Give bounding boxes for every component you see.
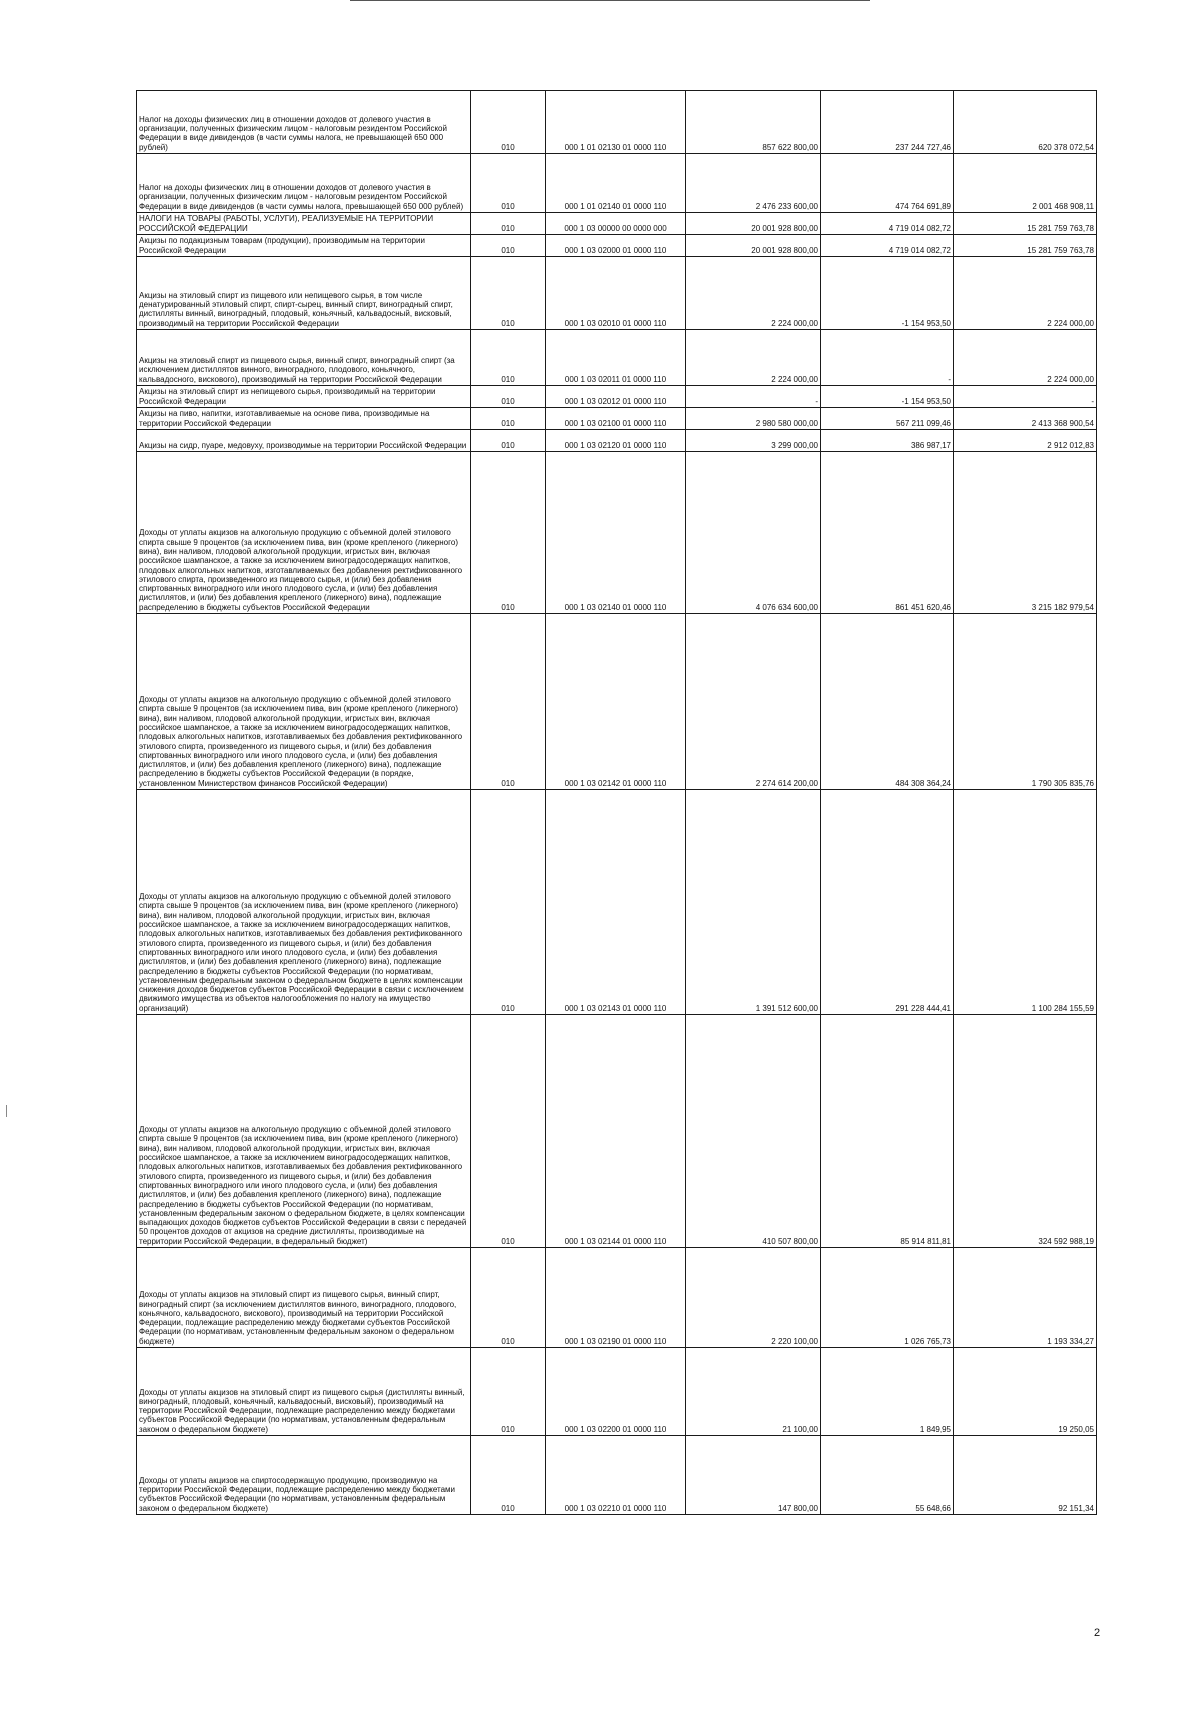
line-code: 010: [471, 1015, 546, 1248]
table-row: [137, 1348, 1097, 1436]
executed-amount: 484 308 364,24: [821, 614, 954, 790]
line-code: 010: [471, 452, 546, 614]
budget-classification-code: 000 1 03 02000 01 0000 110: [546, 235, 686, 257]
budget-classification-code: 000 1 03 02120 01 0000 110: [546, 430, 686, 452]
budget-classification-code: 000 1 03 02144 01 0000 110: [546, 1015, 686, 1248]
table-row: [137, 408, 1097, 430]
approved-amount: 1 391 512 600,00: [686, 790, 821, 1015]
income-name: Доходы от уплаты акцизов на спиртосодержащую продукцию, производимую на территории Российской Федерации, подлежащие распределению между бюджетами субъектов Российской Федерации (по нормативам, установленным федеральным законом о федеральном бюджете): [137, 1436, 471, 1515]
income-name: Акцизы по подакцизным товарам (продукции), производимым на территории Российской Федерации: [137, 235, 471, 257]
budget-classification-code: 000 1 03 02143 01 0000 110: [546, 790, 686, 1015]
income-name: Акцизы на этиловый спирт из пищевого сырья, винный спирт, виноградный спирт (за исключением дистиллятов винного, виноградного, плодового, коньячного, кальвадосного, вискового), производимый на территории Российской Федерации: [137, 330, 471, 386]
table-row: [137, 257, 1097, 330]
unexecuted-amount: 324 592 988,19: [954, 1015, 1097, 1248]
income-name: Налог на доходы физических лиц в отношении доходов от долевого участия в организации, полученных физическим лицом - налоговым резидентом Российской Федерации в виде дивидендов (в части суммы налога, превышающей 650 000 рублей): [137, 154, 471, 213]
approved-amount: 147 800,00: [686, 1436, 821, 1515]
table-row: [137, 790, 1097, 1015]
approved-amount: 2 220 100,00: [686, 1248, 821, 1348]
income-name: Доходы от уплаты акцизов на алкогольную продукцию с объемной долей этилового спирта свыше 9 процентов (за исключением пива, вин (кроме крепленого (ликерного) вина), вин наливом, плодовой алкогольной продукции, игристых вин, включая российское шампанское, а также за исключением виноградосодержащих напитков, плодовых алкогольных напитков, изготавливаемых без добавления ректификованного этилового спирта, произведенного из пищевого сырья, и (или) без добавления спиртованных виноградного или иного плодового сусла, и (или) без добавления дистиллятов, и (или) без добавления крепленого (ликерного) вина), подлежащие распределению в бюджеты субъектов Российской Федерации (по нормативам, установленным федеральным законом о федеральном бюджете, в целях компенсации выпадающих доходов бюджетов субъектов Российской Федерации в связи с передачей 50 процентов доходов от акцизов на средние дистилляты, производимые на территории Российской Федерации, в федеральный бюджет): [137, 1015, 471, 1248]
approved-amount: 2 224 000,00: [686, 330, 821, 386]
line-code: 010: [471, 1248, 546, 1348]
scan-top-edge-line: [350, 0, 870, 1]
executed-amount: -1 154 953,50: [821, 257, 954, 330]
table-row: [137, 213, 1097, 235]
line-code: 010: [471, 614, 546, 790]
line-code: 010: [471, 154, 546, 213]
table-row: [137, 330, 1097, 386]
income-name: Акцизы на сидр, пуаре, медовуху, производимые на территории Российской Федерации: [137, 430, 471, 452]
table-row: [137, 1436, 1097, 1515]
approved-amount: 2 224 000,00: [686, 257, 821, 330]
line-code: 010: [471, 430, 546, 452]
budget-classification-code: 000 1 03 02200 01 0000 110: [546, 1348, 686, 1436]
executed-amount: 4 719 014 082,72: [821, 213, 954, 235]
income-name: НАЛОГИ НА ТОВАРЫ (РАБОТЫ, УСЛУГИ), РЕАЛИЗУЕМЫЕ НА ТЕРРИТОРИИ РОССИЙСКОЙ ФЕДЕРАЦИИ: [137, 213, 471, 235]
table-row: [137, 614, 1097, 790]
income-name: Доходы от уплаты акцизов на этиловый спирт из пищевого сырья (дистилляты винный, виноградный, плодовый, коньячный, кальвадосный, висковый), производимый на территории Российской Федерации, подлежащие распределению между бюджетами субъектов Российской Федерации (по нормативам, установленным федеральным законом о федеральном бюджете): [137, 1348, 471, 1436]
line-code: 010: [471, 1436, 546, 1515]
executed-amount: 4 719 014 082,72: [821, 235, 954, 257]
table-row: [137, 386, 1097, 408]
table-row: [137, 452, 1097, 614]
unexecuted-amount: 2 224 000,00: [954, 257, 1097, 330]
unexecuted-amount: 19 250,05: [954, 1348, 1097, 1436]
executed-amount: 861 451 620,46: [821, 452, 954, 614]
executed-amount: 386 987,17: [821, 430, 954, 452]
budget-income-table: [136, 90, 1097, 1515]
executed-amount: 1 849,95: [821, 1348, 954, 1436]
income-name: Налог на доходы физических лиц в отношении доходов от долевого участия в организации, полученных физическим лицом - налоговым резидентом Российской Федерации в виде дивидендов (в части суммы налога, не превышающей 650 000 рублей): [137, 91, 471, 154]
table-row: [137, 430, 1097, 452]
unexecuted-amount: 1 100 284 155,59: [954, 790, 1097, 1015]
line-code: 010: [471, 790, 546, 1015]
unexecuted-amount: 620 378 072,54: [954, 91, 1097, 154]
approved-amount: 2 274 614 200,00: [686, 614, 821, 790]
budget-classification-code: 000 1 03 02011 01 0000 110: [546, 330, 686, 386]
approved-amount: 857 622 800,00: [686, 91, 821, 154]
executed-amount: 85 914 811,81: [821, 1015, 954, 1248]
budget-classification-code: 000 1 03 02190 01 0000 110: [546, 1248, 686, 1348]
executed-amount: -1 154 953,50: [821, 386, 954, 408]
budget-classification-code: 000 1 03 02010 01 0000 110: [546, 257, 686, 330]
line-code: 010: [471, 91, 546, 154]
line-code: 010: [471, 1348, 546, 1436]
unexecuted-amount: 2 224 000,00: [954, 330, 1097, 386]
approved-amount: 410 507 800,00: [686, 1015, 821, 1248]
line-code: 010: [471, 213, 546, 235]
budget-classification-code: 000 1 03 00000 00 0000 000: [546, 213, 686, 235]
table-row: [137, 1015, 1097, 1248]
table-row: [137, 235, 1097, 257]
executed-amount: 1 026 765,73: [821, 1248, 954, 1348]
table-row: [137, 154, 1097, 213]
unexecuted-amount: 92 151,34: [954, 1436, 1097, 1515]
executed-amount: 237 244 727,46: [821, 91, 954, 154]
budget-classification-code: 000 1 03 02142 01 0000 110: [546, 614, 686, 790]
unexecuted-amount: -: [954, 386, 1097, 408]
unexecuted-amount: 15 281 759 763,78: [954, 213, 1097, 235]
unexecuted-amount: 2 912 012,83: [954, 430, 1097, 452]
budget-classification-code: 000 1 03 02100 01 0000 110: [546, 408, 686, 430]
budget-classification-code: 000 1 03 02140 01 0000 110: [546, 452, 686, 614]
approved-amount: 3 299 000,00: [686, 430, 821, 452]
line-code: 010: [471, 235, 546, 257]
approved-amount: -: [686, 386, 821, 408]
scan-margin-mark: [6, 1105, 7, 1117]
income-name: Доходы от уплаты акцизов на алкогольную продукцию с объемной долей этилового спирта свыше 9 процентов (за исключением пива, вин (кроме крепленого (ликерного) вина), вин наливом, плодовой алкогольной продукции, игристых вин, включая российское шампанское, а также за исключением виноградосодержащих напитков, плодовых алкогольных напитков, изготавливаемых без добавления ректификованного этилового спирта, произведенного из пищевого сырья, и (или) без добавления спиртованных виноградного или иного плодового сусла, и (или) без добавления дистиллятов, и (или) без добавления крепленого (ликерного) вина), подлежащие распределению в бюджеты субъектов Российской Федерации: [137, 452, 471, 614]
income-name: Доходы от уплаты акцизов на этиловый спирт из пищевого сырья, винный спирт, виноградный спирт (за исключением дистиллятов винного, виноградного, плодового, коньячного, кальвадосного, вискового), производимый на территории Российской Федерации, подлежащие распределению между бюджетами субъектов Российской Федерации (по нормативам, установленным федеральным законом о федеральном бюджете): [137, 1248, 471, 1348]
unexecuted-amount: 15 281 759 763,78: [954, 235, 1097, 257]
budget-classification-code: 000 1 01 02140 01 0000 110: [546, 154, 686, 213]
unexecuted-amount: 2 413 368 900,54: [954, 408, 1097, 430]
income-name: Акцизы на этиловый спирт из непищевого сырья, производимый на территории Российской Федерации: [137, 386, 471, 408]
budget-classification-code: 000 1 03 02012 01 0000 110: [546, 386, 686, 408]
executed-amount: -: [821, 330, 954, 386]
unexecuted-amount: 2 001 468 908,11: [954, 154, 1097, 213]
executed-amount: 474 764 691,89: [821, 154, 954, 213]
line-code: 010: [471, 257, 546, 330]
income-name: Доходы от уплаты акцизов на алкогольную продукцию с объемной долей этилового спирта свыше 9 процентов (за исключением пива, вин (кроме крепленого (ликерного) вина), вин наливом, плодовой алкогольной продукции, игристых вин, включая российское шампанское, а также за исключением виноградосодержащих напитков, плодовых алкогольных напитков, изготавливаемых без добавления ректификованного этилового спирта, произведенного из пищевого сырья, и (или) без добавления спиртованных виноградного или иного плодового сусла, и (или) без добавления дистиллятов, и (или) без добавления крепленого (ликерного) вина), подлежащие распределению в бюджеты субъектов Российской Федерации (в порядке, установленном Министерством финансов Российской Федерации): [137, 614, 471, 790]
executed-amount: 567 211 099,46: [821, 408, 954, 430]
executed-amount: 291 228 444,41: [821, 790, 954, 1015]
income-name: Акцизы на этиловый спирт из пищевого или непищевого сырья, в том числе денатурированный этиловый спирт, спирт-сырец, винный спирт, виноградный спирт, дистилляты винный, виноградный, плодовый, коньячный, кальвадосный, висковый, производимый на территории Российской Федерации: [137, 257, 471, 330]
approved-amount: 2 476 233 600,00: [686, 154, 821, 213]
executed-amount: 55 648,66: [821, 1436, 954, 1515]
table-row: [137, 91, 1097, 154]
line-code: 010: [471, 386, 546, 408]
budget-classification-code: 000 1 01 02130 01 0000 110: [546, 91, 686, 154]
income-name: Акцизы на пиво, напитки, изготавливаемые на основе пива, производимые на территории Российской Федерации: [137, 408, 471, 430]
unexecuted-amount: 3 215 182 979,54: [954, 452, 1097, 614]
income-name: Доходы от уплаты акцизов на алкогольную продукцию с объемной долей этилового спирта свыше 9 процентов (за исключением пива, вин (кроме крепленого (ликерного) вина), вин наливом, плодовой алкогольной продукции, игристых вин, включая российское шампанское, а также за исключением виноградосодержащих напитков, плодовых алкогольных напитков, изготавливаемых без добавления ректификованного этилового спирта, произведенного из пищевого сырья, и (или) без добавления спиртованных виноградного или иного плодового сусла, и (или) без добавления дистиллятов, и (или) без добавления крепленого (ликерного) вина), подлежащие распределению в бюджеты субъектов Российской Федерации (по нормативам, установленным федеральным законом о федеральном бюджете в целях компенсации снижения доходов бюджетов субъектов Российской Федерации в связи с исключением движимого имущества из объектов налогообложения по налогу на имущество организаций): [137, 790, 471, 1015]
line-code: 010: [471, 408, 546, 430]
budget-classification-code: 000 1 03 02210 01 0000 110: [546, 1436, 686, 1515]
page-number: 2: [1094, 1627, 1101, 1639]
approved-amount: 20 001 928 800,00: [686, 213, 821, 235]
approved-amount: 21 100,00: [686, 1348, 821, 1436]
unexecuted-amount: 1 790 305 835,76: [954, 614, 1097, 790]
table-row: [137, 1248, 1097, 1348]
approved-amount: 4 076 634 600,00: [686, 452, 821, 614]
unexecuted-amount: 1 193 334,27: [954, 1248, 1097, 1348]
approved-amount: 2 980 580 000,00: [686, 408, 821, 430]
approved-amount: 20 001 928 800,00: [686, 235, 821, 257]
line-code: 010: [471, 330, 546, 386]
